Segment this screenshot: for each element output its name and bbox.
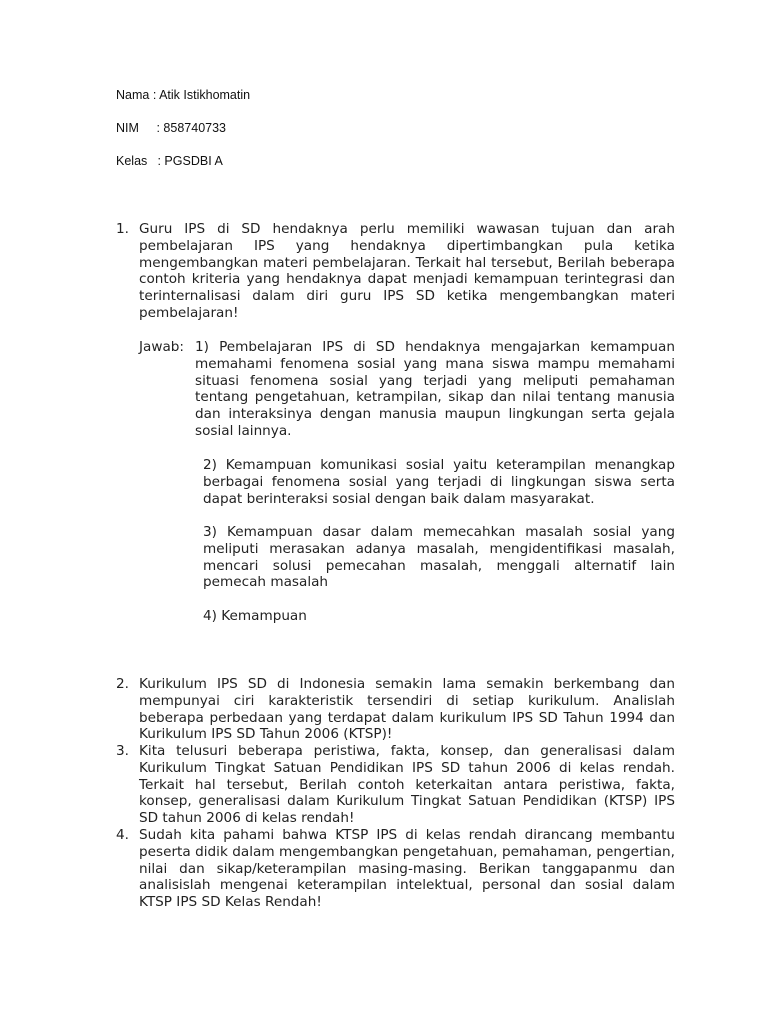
answer-item-4: 4) Kemampuan: [203, 608, 307, 624]
question-3: [116, 743, 675, 827]
question-1: [116, 221, 675, 322]
nim-label: NIM: [116, 121, 139, 135]
question-2: [116, 676, 675, 743]
question-number: 3.: [116, 743, 129, 759]
question-text: Sudah kita pahami bahwa KTSP IPS di kelas rendah dirancang membantu peserta didik dalam mengembangkan pengetahuan, pemahaman, pengertian, nilai dan sikap/keterampilan masing-masing. Berikan tanggapanmu dan analisislah mengenai keterampilan intelektual, personal dan sosial dalam KTSP IPS SD Kelas Rendah!: [139, 827, 675, 911]
student-nim-line: [116, 121, 226, 135]
name-value: : Atik Istikhomatin: [152, 88, 251, 102]
name-label: Nama: [116, 88, 150, 102]
question-text: Kita telusuri beberapa peristiwa, fakta, konsep, dan generalisasi dalam Kurikulum Tingkat Satuan Pendidikan IPS SD tahun 2006 di kelas rendah. Terkait hal tersebut, Berilah contoh keterkaitan antara peristiwa, fakta, konsep, generalisasi dalam Kurikulum Tingkat Satuan Pendidikan (KTSP) IPS SD tahun 2006 di kelas rendah!: [139, 743, 675, 827]
question-number: 2.: [116, 676, 129, 692]
answer-item-1: 1) Pembelajaran IPS di SD hendaknya mengajarkan kemampuan memahami fenomena sosial yang mana siswa mampu memahami situasi fenomena sosial yang terjadi yang meliputi pemahaman tentang pengetahuan, ketrampilan, sikap dan nilai tentang manusia dan interaksinya dengan manusia maupun lingkungan serta gejala sosial lainnya.: [195, 339, 675, 439]
class-value: : PGSDBI A: [157, 154, 223, 168]
answer-item-3: 3) Kemampuan dasar dalam memecahkan masalah sosial yang meliputi merasakan adanya masalah, mengidentifikasi masalah, mencari solusi pemecahan masalah, menggali alternatif lain pemecah masalah: [203, 524, 675, 591]
answer-label: Jawab:: [139, 339, 184, 355]
question-number: 1.: [116, 221, 129, 237]
class-label: Kelas: [116, 154, 148, 168]
nim-value: : 858740733: [156, 121, 226, 135]
question-4: [116, 827, 675, 911]
question-text: Kurikulum IPS SD di Indonesia semakin lama semakin berkembang dan mempunyai ciri karakteristik tersendiri di setiap kurikulum. Analislah beberapa perbedaan yang terdapat dalam kurikulum IPS SD Tahun 1994 dan Kurikulum IPS SD Tahun 2006 (KTSP)!: [139, 676, 675, 743]
student-class-line: [116, 154, 223, 168]
question-number: 4.: [116, 827, 129, 843]
question-text: Guru IPS di SD hendaknya perlu memiliki wawasan tujuan dan arah pembelajaran IPS yang hendaknya dipertimbangkan pula ketika mengembangkan materi pembelajaran. Terkait hal tersebut, Berilah beberapa contoh kriteria yang hendaknya dapat menjadi kemampuan terintegrasi dan terinternalisasi dalam diri guru IPS SD ketika mengembangkan materi pembelajaran!: [139, 221, 675, 321]
answer-item-2: 2) Kemampuan komunikasi sosial yaitu keterampilan menangkap berbagai fenomena sosial yang terjadi di lingkungan siswa serta dapat berinteraksi sosial dengan baik dalam masyarakat.: [203, 457, 675, 507]
student-name-line: [116, 88, 250, 102]
